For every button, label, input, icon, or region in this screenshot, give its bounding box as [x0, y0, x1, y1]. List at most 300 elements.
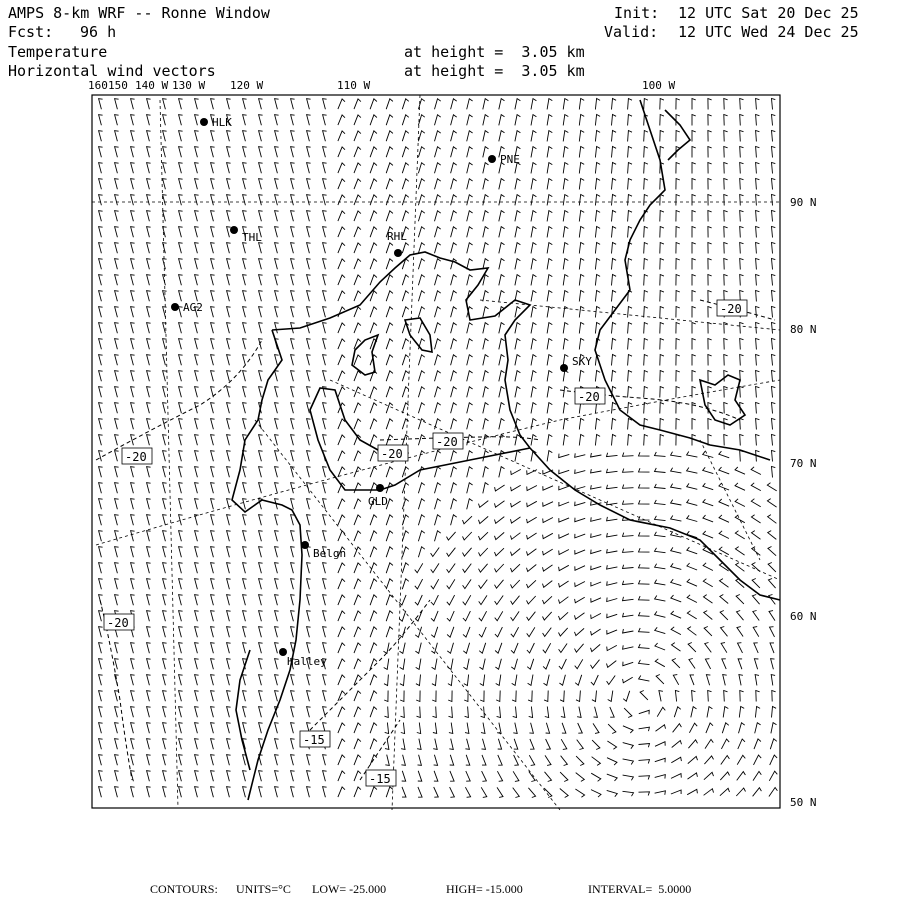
wind-barb: [384, 643, 390, 654]
wind-barb: [402, 291, 409, 301]
wind-barb: [607, 614, 617, 618]
contour-label: -20: [107, 616, 129, 630]
wind-barb: [708, 275, 712, 286]
wind-barb: [529, 707, 533, 718]
wind-barb: [291, 547, 295, 558]
station-marker: [376, 484, 384, 492]
wind-barb: [655, 596, 666, 602]
init-label: Init:: [614, 4, 660, 22]
wind-barb: [195, 451, 199, 462]
wind-barb: [735, 515, 745, 523]
wind-barb: [259, 643, 263, 654]
wind-barb: [547, 323, 552, 334]
wind-barb: [751, 483, 761, 491]
wind-barb: [607, 533, 618, 537]
wind-barb: [147, 499, 151, 510]
lat-label: 70 N: [790, 457, 817, 470]
wind-barb: [479, 611, 487, 621]
wind-barb: [708, 227, 712, 238]
wind-barb: [479, 532, 489, 540]
wind-barb: [163, 611, 167, 622]
wind-barb: [561, 707, 565, 718]
wind-barb: [227, 307, 231, 318]
wind-barb: [467, 499, 473, 510]
wind-barb: [451, 115, 457, 126]
wind-barb: [323, 643, 327, 654]
wind-barb: [227, 243, 231, 254]
wind-barb: [595, 211, 600, 222]
wind-barb: [692, 195, 696, 206]
wind-barb: [591, 582, 601, 586]
wind-barb: [323, 115, 327, 126]
wind-barb: [628, 435, 632, 446]
wind-barb: [115, 387, 119, 398]
wind-barb: [515, 131, 521, 142]
wind-barb: [612, 403, 617, 414]
wind-barb: [479, 595, 487, 604]
wind-barb: [131, 467, 135, 478]
wind-barb: [644, 291, 648, 302]
wind-barb: [370, 403, 377, 413]
wind-barb: [179, 355, 183, 366]
wind-barb: [401, 755, 405, 766]
wind-barb: [417, 723, 421, 734]
wind-barb: [591, 533, 602, 537]
contour-label: -20: [720, 302, 742, 316]
wind-barb: [655, 580, 666, 585]
wind-barb: [688, 756, 698, 763]
wind-barb: [435, 211, 441, 222]
wind-barb: [512, 691, 516, 702]
wind-barb: [275, 147, 279, 158]
wind-barb: [195, 723, 199, 734]
wind-barb: [559, 659, 567, 669]
wind-barb: [511, 564, 521, 572]
lat-label: 90 N: [790, 196, 817, 209]
wind-barb: [179, 627, 183, 638]
wind-barb: [259, 787, 263, 798]
wind-barb: [99, 531, 103, 542]
wind-barb: [612, 419, 617, 430]
wind-barb: [660, 435, 664, 446]
wind-barb: [115, 227, 119, 238]
wind-barb: [575, 534, 585, 538]
wind-barb: [418, 499, 424, 510]
wind-barb: [211, 99, 215, 110]
wind-barb: [467, 387, 473, 398]
wind-barb: [543, 502, 553, 507]
wind-barb: [385, 723, 389, 734]
wind-barb: [418, 787, 422, 797]
wind-barb: [575, 628, 585, 635]
wind-barb: [147, 163, 151, 174]
lat-label: 60 N: [790, 610, 817, 623]
wind-barb: [275, 531, 279, 542]
wind-barb: [612, 195, 617, 206]
wind-barb: [418, 483, 424, 494]
wind-barb: [753, 788, 762, 797]
wind-barb: [386, 307, 393, 317]
wind-barb: [195, 227, 199, 238]
wind-barb: [708, 163, 712, 174]
wind-barb: [401, 707, 405, 718]
wind-barb: [402, 499, 409, 509]
wind-barb: [291, 163, 295, 174]
wind-barb: [195, 531, 199, 542]
wind-barb: [432, 659, 437, 670]
wind-barb: [756, 115, 760, 126]
wind-barb: [179, 467, 183, 478]
wind-barb: [131, 579, 135, 590]
wind-barb: [610, 707, 614, 717]
wind-barb: [719, 515, 729, 522]
wind-barb: [499, 179, 505, 190]
wind-barb: [655, 611, 666, 617]
wind-barb: [211, 627, 215, 638]
wind-barb: [402, 115, 409, 125]
wind-barb: [163, 403, 167, 414]
wind-barb: [531, 163, 536, 174]
wind-barb: [259, 451, 263, 462]
wind-barb: [195, 675, 199, 686]
wind-barb: [655, 548, 666, 553]
wind-barb: [467, 243, 473, 254]
wind-barb: [528, 788, 535, 798]
wind-barb: [243, 499, 247, 510]
wind-barb: [195, 467, 199, 478]
wind-barb: [275, 483, 279, 494]
wind-barb: [291, 355, 295, 366]
wind-barb: [179, 147, 183, 158]
wind-barb: [275, 355, 279, 366]
wind-barb: [655, 775, 666, 779]
wind-barb: [687, 499, 698, 505]
wind-barb: [579, 339, 584, 350]
wind-barb: [579, 147, 584, 158]
wind-barb: [147, 99, 151, 110]
lon-label: 140 W: [135, 79, 169, 92]
wind-barb: [655, 643, 665, 650]
wind-barb: [163, 547, 167, 558]
wind-barb: [721, 739, 729, 749]
wind-barb: [243, 531, 247, 542]
wind-barb: [435, 307, 441, 318]
lon-label: 110 W: [337, 79, 371, 92]
wind-barb: [692, 307, 696, 318]
wind-barb: [612, 355, 617, 366]
station-label: Belgn: [313, 547, 347, 560]
wind-barb: [415, 563, 423, 572]
wind-barb: [323, 371, 327, 382]
wind-barb: [515, 435, 521, 446]
wind-barb: [579, 163, 584, 174]
wind-barb: [354, 195, 361, 205]
map-title: AMPS 8-km WRF -- Ronne Window: [8, 4, 270, 22]
wind-barb: [660, 211, 664, 222]
wind-barb: [291, 419, 295, 430]
wind-barb: [547, 163, 552, 174]
wind-barb: [435, 531, 441, 542]
wind-barb: [259, 211, 263, 222]
wind-barb: [131, 307, 135, 318]
wind-barb: [511, 580, 520, 588]
wind-barb: [511, 627, 519, 637]
wind-barb: [179, 515, 183, 526]
wind-barb: [275, 99, 279, 110]
wind-barb: [612, 259, 617, 270]
wind-barb: [115, 163, 119, 174]
wind-barb: [547, 291, 552, 302]
wind-barb: [740, 419, 744, 430]
wind-barb: [578, 723, 583, 733]
wind-barb: [612, 99, 617, 110]
wind-barb: [435, 147, 441, 158]
wind-barb: [495, 517, 505, 524]
wind-barb: [467, 419, 473, 430]
wind-barb: [451, 243, 457, 254]
station-label: AG2: [183, 301, 203, 314]
wind-barb: [227, 707, 231, 718]
wind-barb: [772, 307, 776, 318]
wind-barb: [338, 115, 345, 125]
wind-barb: [527, 643, 535, 653]
wind-barb: [323, 435, 327, 446]
wind-barb: [386, 243, 393, 253]
wind-barb: [547, 195, 552, 206]
wind-barb: [211, 755, 215, 766]
wind-barb: [431, 611, 438, 621]
wind-barb: [418, 771, 422, 781]
station-label: PNE: [500, 153, 520, 166]
wind-barb: [275, 595, 279, 606]
wind-barb: [660, 291, 664, 302]
wind-barb: [639, 710, 649, 714]
wind-barb: [163, 195, 167, 206]
wind-barb: [195, 179, 199, 190]
wind-barb: [147, 515, 151, 526]
wind-barb: [432, 675, 437, 686]
wind-barb: [338, 643, 345, 653]
valid-value: 12 UTC Wed 24 Dec 25: [678, 23, 859, 41]
wind-barb: [511, 549, 521, 556]
wind-barb: [354, 355, 361, 365]
wind-barb: [402, 435, 409, 445]
wind-barb: [591, 598, 601, 602]
wind-barb: [515, 259, 521, 270]
wind-barb: [291, 579, 295, 590]
wind-barb: [211, 451, 215, 462]
wind-barb: [579, 131, 584, 142]
wind-barb: [195, 755, 199, 766]
wind-barb: [660, 227, 664, 238]
wind-barb: [338, 515, 345, 525]
wind-barb: [639, 484, 650, 488]
wind-barb: [211, 771, 215, 782]
wind-barb: [418, 275, 424, 286]
wind-barb: [449, 739, 453, 750]
wind-barb: [483, 339, 489, 350]
wind-barb: [676, 435, 680, 446]
wind-barb: [354, 451, 361, 461]
wind-barb: [639, 792, 650, 796]
wind-barb: [676, 387, 680, 398]
wind-barb: [768, 579, 775, 589]
wind-barb: [480, 691, 484, 702]
wind-barb: [628, 387, 632, 398]
wind-barb: [354, 259, 361, 269]
wind-barb: [671, 516, 682, 522]
wind-barb: [99, 435, 103, 446]
contour-labels: [104, 300, 747, 786]
wind-barb: [579, 435, 584, 446]
wind-barb: [639, 468, 650, 472]
wind-barb: [463, 532, 472, 540]
wind-barb: [115, 691, 119, 702]
wind-barb: [607, 501, 618, 505]
wind-barb: [576, 691, 580, 702]
wind-barb: [756, 307, 760, 318]
lon-label: 130 W: [172, 79, 206, 92]
wind-barb: [307, 627, 311, 638]
wind-barb: [483, 227, 489, 238]
wind-barb: [591, 790, 601, 798]
wind-barb: [735, 531, 744, 539]
wind-barb: [447, 579, 455, 588]
wind-barb: [751, 467, 761, 475]
wind-barb: [147, 131, 151, 142]
wind-barb: [644, 339, 648, 350]
wind-barb: [431, 579, 439, 589]
wind-barb: [481, 707, 485, 718]
wind-barb: [179, 163, 183, 174]
wind-barb: [115, 355, 119, 366]
wind-barb: [227, 787, 231, 798]
wind-barb: [752, 547, 761, 556]
wind-barb: [544, 675, 550, 686]
wind-barb: [211, 659, 215, 670]
wind-barb: [511, 596, 520, 605]
wind-barb: [323, 291, 327, 302]
wind-barb: [291, 211, 295, 222]
wind-barb: [354, 515, 361, 525]
wind-barb: [275, 627, 279, 638]
wind-barb: [563, 339, 568, 350]
wind-barb: [465, 787, 470, 797]
wind-barb: [323, 787, 327, 798]
wind-barb: [370, 611, 377, 621]
wind-barb: [660, 403, 664, 414]
wind-barb: [499, 323, 505, 334]
wind-barb: [739, 707, 744, 718]
wind-barb: [562, 723, 566, 733]
wind-barb: [687, 611, 696, 619]
wind-barb: [754, 755, 762, 765]
wind-barb: [338, 707, 345, 717]
wind-barb: [195, 691, 199, 702]
wind-barb: [179, 611, 183, 622]
wind-barb: [563, 115, 568, 126]
wind-barb: [275, 723, 279, 734]
wind-barb: [99, 691, 103, 702]
wind-barb: [291, 707, 295, 718]
wind-barb: [386, 211, 393, 221]
wind-barb: [756, 131, 760, 142]
wind-barb: [644, 355, 648, 366]
wind-barb: [563, 211, 568, 222]
wind-barb: [435, 163, 441, 174]
wind-barb: [483, 179, 489, 190]
wind-barb: [499, 99, 505, 110]
wind-barb: [402, 147, 409, 157]
wind-barb: [451, 323, 457, 334]
wind-barb: [447, 564, 456, 573]
wind-barb: [211, 403, 215, 414]
wind-barb: [435, 371, 441, 382]
wind-barb: [720, 579, 729, 588]
wind-barb: [243, 691, 247, 702]
wind-barb: [623, 677, 633, 683]
wind-barb: [243, 403, 247, 414]
wind-barb: [211, 435, 215, 446]
wind-barb: [563, 275, 568, 286]
wind-barb: [559, 454, 570, 458]
wind-barb: [769, 771, 777, 781]
wind-barb: [483, 403, 489, 414]
wind-barb: [323, 467, 327, 478]
wind-barb: [644, 163, 648, 174]
wind-barb: [99, 563, 103, 574]
wind-barb: [628, 115, 632, 126]
wind-barb: [435, 291, 441, 302]
wind-barb: [543, 518, 553, 523]
wind-barb: [579, 259, 584, 270]
wind-barb: [195, 595, 199, 606]
wind-barb: [115, 147, 119, 158]
wind-barb: [450, 771, 454, 781]
wind-barb: [354, 723, 361, 733]
wind-barb: [131, 387, 135, 398]
wind-barb: [147, 435, 151, 446]
wind-barb: [243, 675, 247, 686]
wind-barb: [275, 675, 279, 686]
wind-barb: [579, 275, 584, 286]
wind-barb: [323, 419, 327, 430]
wind-barb: [738, 739, 745, 749]
wind-barb: [307, 467, 311, 478]
wind-barb: [591, 675, 598, 685]
wind-barb: [482, 771, 487, 781]
wind-barb: [195, 291, 199, 302]
wind-barb: [628, 355, 632, 366]
wind-barb: [338, 435, 345, 445]
wind-barb: [483, 291, 489, 302]
wind-barb: [211, 467, 215, 478]
contour-label: -15: [303, 733, 325, 747]
wind-barb: [756, 291, 760, 302]
wind-barb: [243, 771, 247, 782]
wind-barb: [307, 707, 311, 718]
wind-barb: [163, 147, 167, 158]
wind-barb: [451, 163, 457, 174]
wind-barb: [195, 419, 199, 430]
wind-barb: [451, 291, 457, 302]
wind-barb: [724, 179, 728, 190]
wind-barb: [481, 723, 485, 734]
wind-barb: [531, 243, 536, 254]
wind-barb: [243, 643, 247, 654]
wind-barb: [481, 787, 487, 797]
wind-barb: [211, 371, 215, 382]
